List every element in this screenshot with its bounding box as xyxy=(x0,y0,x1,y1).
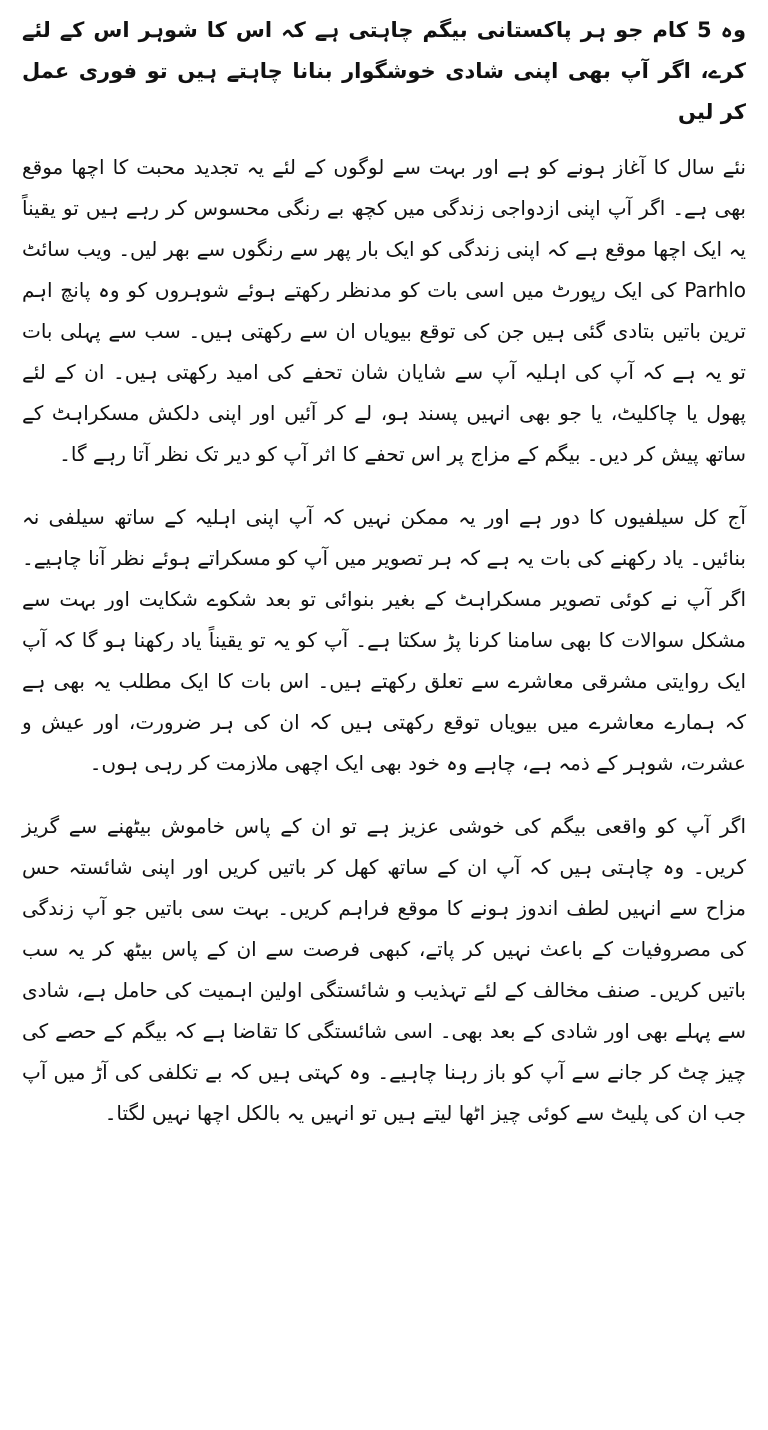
article-paragraph-2: آج کل سیلفیوں کا دور ہے اور یہ ممکن نہیں کہ آپ اپنی اہلیہ کے ساتھ سیلفی نہ بنائیں۔ یاد رکھنے کی بات یہ ہے کہ ہر تصویر میں آپ کو مسکراتے ہوئے نظر آنا چاہیے۔ اگر آپ نے کوئی تصویر مسکراہٹ کے بغیر بنوائی تو بعد شکوے شکایت اور بہت سے مشکل سوالات کا بھی سامنا کرنا پڑ سکتا ہے۔ آپ کو یہ تو یقیناً یاد رکھنا ہو گا کہ آپ ایک روایتی مشرقی معاشرے سے تعلق رکھتے ہیں۔ اس بات کا ایک مطلب یہ بھی ہے کہ ہمارے معاشرے میں بیویاں توقع رکھتی ہیں کہ ان کی ہر ضرورت، اور عیش و عشرت، شوہر کے ذمہ ہے، چاہے وہ خود بھی ایک اچھی ملازمت کر رہی ہوں۔ xyxy=(22,504,746,775)
article-paragraph-1: نئے سال کا آغاز ہونے کو ہے اور بہت سے لوگوں کے لئے یہ تجدید محبت کا اچھا موقع بھی ہے۔ اگر آپ اپنی ازدواجی زندگی میں کچھ بے رنگی محسوس کر رہے ہیں تو یقیناً یہ ایک اچھا موقع ہے کہ اپنی زندگی کو ایک بار پھر سے رنگوں سے بھر لیں۔ ویب سائٹ Parhlo کی ایک رپورٹ میں اسی بات کو مدنظر رکھتے ہوئے شوہروں کو وہ پانچ اہم ترین باتیں بتادی گئی ہیں جن کی توقع بیویاں ان سے رکھتی ہیں۔ سب سے پہلی بات تو یہ ہے کہ آپ کی اہلیہ آپ سے شایان شان تحفے کی امید رکھتی ہیں۔ ان کے لئے پھول یا چاکلیٹ، یا جو بھی انہیں پسند ہو، لے کر آئیں اور اپنی دلکش مسکراہٹ کے ساتھ پیش کر دیں۔ بیگم کے مزاج پر اس تحفے کا اثر آپ کو دیر تک نظر آتا رہے گا۔ xyxy=(22,154,746,466)
article-paragraph-3: اگر آپ کو واقعی بیگم کی خوشی عزیز ہے تو ان کے پاس خاموش بیٹھنے سے گریز کریں۔ وہ چاہتی ہیں کہ آپ ان کے ساتھ کھل کر باتیں کریں اور اپنی شائستہ حس مزاح سے انہیں لطف اندوز ہونے کا موقع فراہم کریں۔ بہت سی باتیں جو آپ زندگی کی مصروفیات کے باعث نہیں کر پاتے، کبھی فرصت سے ان کے پاس بیٹھ کر یہ سب باتیں کریں۔ صنف مخالف کے لئے تہذیب و شائستگی اولین اہمیت کی حامل ہے، شادی سے پہلے بھی اور شادی کے بعد بھی۔ اسی شائستگی کا تقاضا ہے کہ بیگم کے حصے کی چیز چٹ کر جانے سے آپ کو باز رہنا چاہیے۔ وہ کہتی ہیں کہ بے تکلفی کی آڑ میں آپ جب ان کی پلیٹ سے کوئی چیز اٹھا لیتے ہیں تو انہیں یہ بالکل اچھا نہیں لگتا۔ xyxy=(22,813,746,1125)
article-title: وہ 5 کام جو ہر پاکستانی بیگم چاہتی ہے کہ اس کا شوہر اس کے لئے کرے، اگر آپ بھی اپنی شادی خوشگوار بنانا چاہتے ہیں تو فوری عمل کر لیں xyxy=(22,18,746,124)
